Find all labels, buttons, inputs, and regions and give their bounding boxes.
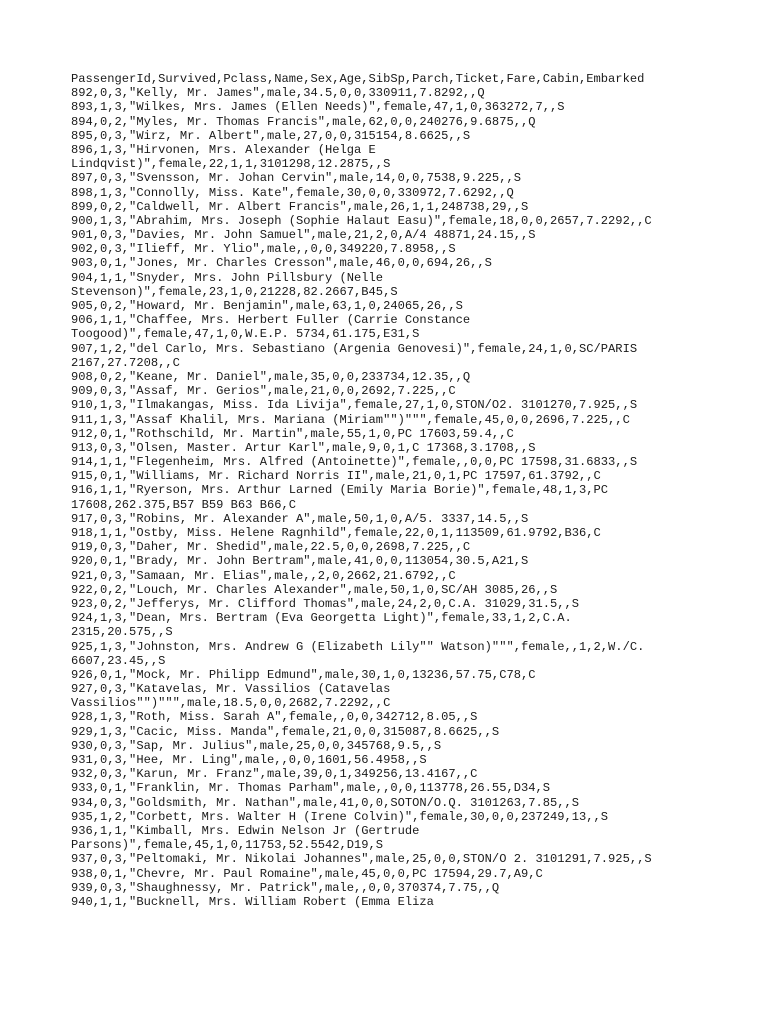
csv-line: 938,0,1,"Chevre, Mr. Paul Romaine",male,45,0,0,PC 17594,29.7,A9,C	[71, 866, 543, 881]
csv-line: 901,0,3,"Davies, Mr. John Samuel",male,21,2,0,A/4 48871,24.15,,S	[71, 228, 536, 243]
csv-line: 904,1,1,"Snyder, Mrs. John Pillsbury (Nelle	[71, 270, 384, 285]
csv-line: 893,1,3,"Wilkes, Mrs. James (Ellen Needs)",female,47,1,0,363272,7,,S	[71, 100, 565, 115]
csv-line: 933,0,1,"Franklin, Mr. Thomas Parham",male,,0,0,113778,26.55,D34,S	[71, 781, 550, 796]
csv-line: 924,1,3,"Dean, Mrs. Bertram (Eva Georgetta Light)",female,33,1,2,C.A.	[71, 611, 572, 626]
csv-line: 911,1,3,"Assaf Khalil, Mrs. Mariana (Miriam"")""",female,45,0,0,2696,7.225,,C	[71, 412, 630, 427]
csv-line: 2315,20.575,,S	[71, 625, 173, 640]
csv-line: 939,0,3,"Shaughnessy, Mr. Patrick",male,,0,0,370374,7.75,,Q	[71, 880, 500, 895]
csv-line: 908,0,2,"Keane, Mr. Daniel",male,35,0,0,233734,12.35,,Q	[71, 369, 471, 384]
csv-line	[71, 923, 761, 937]
csv-line: 900,1,3,"Abrahim, Mrs. Joseph (Sophie Halaut Easu)",female,18,0,0,2657,7.2292,,C	[71, 213, 652, 228]
csv-line: 922,0,2,"Louch, Mr. Charles Alexander",male,50,1,0,SC/AH 3085,26,,S	[71, 582, 558, 597]
csv-document	[71, 72, 761, 937]
csv-line: 923,0,2,"Jefferys, Mr. Clifford Thomas",male,24,2,0,C.A. 31029,31.5,,S	[71, 596, 580, 611]
csv-line: 926,0,1,"Mock, Mr. Philipp Edmund",male,30,1,0,13236,57.75,C78,C	[71, 667, 536, 682]
csv-line: 919,0,3,"Daher, Mr. Shedid",male,22.5,0,0,2698,7.225,,C	[71, 540, 471, 555]
csv-line: 937,0,3,"Peltomaki, Mr. Nikolai Johannes",male,25,0,0,STON/O 2. 3101291,7.925,,S	[71, 852, 652, 867]
csv-line: Toogood)",female,47,1,0,W.E.P. 5734,61.175,E31,S	[71, 327, 420, 342]
csv-line: 935,1,2,"Corbett, Mrs. Walter H (Irene Colvin)",female,30,0,0,237249,13,,S	[71, 809, 609, 824]
csv-line: 909,0,3,"Assaf, Mr. Gerios",male,21,0,0,2692,7.225,,C	[71, 384, 456, 399]
csv-header-line: PassengerId,Survived,Pclass,Name,Sex,Age,SibSp,Parch,Ticket,Fare,Cabin,Embarked	[71, 72, 645, 86]
csv-line: 936,1,1,"Kimball, Mrs. Edwin Nelson Jr (Gertrude	[71, 823, 420, 838]
csv-line	[71, 909, 761, 923]
csv-line: 921,0,3,"Samaan, Mr. Elias",male,,2,0,2662,21.6792,,C	[71, 568, 456, 583]
csv-line: 910,1,3,"Ilmakangas, Miss. Ida Livija",female,27,1,0,STON/O2. 3101270,7.925,,S	[71, 398, 638, 413]
csv-line: 6607,23.45,,S	[71, 653, 166, 668]
csv-line: 896,1,3,"Hirvonen, Mrs. Alexander (Helga E	[71, 142, 376, 157]
csv-line: 914,1,1,"Flegenheim, Mrs. Alfred (Antoinette)",female,,0,0,PC 17598,31.6833,,S	[71, 455, 638, 470]
csv-line: 907,1,2,"del Carlo, Mrs. Sebastiano (Argenia Genovesi)",female,24,1,0,SC/PARIS	[71, 341, 638, 356]
csv-line: 2167,27.7208,,C	[71, 355, 180, 370]
csv-line: 934,0,3,"Goldsmith, Mr. Nathan",male,41,0,0,SOTON/O.Q. 3101263,7.85,,S	[71, 795, 580, 810]
csv-line: 912,0,1,"Rothschild, Mr. Martin",male,55,1,0,PC 17603,59.4,,C	[71, 426, 514, 441]
csv-line: 916,1,1,"Ryerson, Mrs. Arthur Larned (Emily Maria Borie)",female,48,1,3,PC	[71, 483, 609, 498]
csv-line: 920,0,1,"Brady, Mr. John Bertram",male,41,0,0,113054,30.5,A21,S	[71, 554, 529, 569]
csv-line: 925,1,3,"Johnston, Mrs. Andrew G (Elizabeth Lily"" Watson)""",female,,1,2,W./C.	[71, 639, 645, 654]
csv-line: 930,0,3,"Sap, Mr. Julius",male,25,0,0,345768,9.5,,S	[71, 738, 442, 753]
csv-line: Vassilios"")""",male,18.5,0,0,2682,7.2292,,C	[71, 696, 391, 711]
csv-line: 903,0,1,"Jones, Mr. Charles Cresson",male,46,0,0,694,26,,S	[71, 256, 492, 271]
csv-line: 17608,262.375,B57 B59 B63 B66,C	[71, 497, 296, 512]
csv-line: 906,1,1,"Chaffee, Mrs. Herbert Fuller (Carrie Constance	[71, 313, 471, 328]
csv-line: 902,0,3,"Ilieff, Mr. Ylio",male,,0,0,349220,7.8958,,S	[71, 242, 456, 257]
csv-line: 927,0,3,"Katavelas, Mr. Vassilios (Catavelas	[71, 682, 391, 697]
csv-line: 895,0,3,"Wirz, Mr. Albert",male,27,0,0,315154,8.6625,,S	[71, 128, 471, 143]
csv-line: Stevenson)",female,23,1,0,21228,82.2667,B45,S	[71, 284, 398, 299]
csv-line: Lindqvist)",female,22,1,1,3101298,12.2875,,S	[71, 157, 391, 172]
csv-line: 940,1,1,"Bucknell, Mrs. William Robert (Emma Eliza	[71, 894, 434, 909]
csv-line: 928,1,3,"Roth, Miss. Sarah A",female,,0,0,342712,8.05,,S	[71, 710, 478, 725]
csv-line: 894,0,2,"Myles, Mr. Thomas Francis",male,62,0,0,240276,9.6875,,Q	[71, 114, 536, 129]
csv-line: 932,0,3,"Karun, Mr. Franz",male,39,0,1,349256,13.4167,,C	[71, 767, 478, 782]
csv-line: 897,0,3,"Svensson, Mr. Johan Cervin",male,14,0,0,7538,9.225,,S	[71, 171, 521, 186]
csv-line: Parsons)",female,45,1,0,11753,52.5542,D19,S	[71, 838, 384, 853]
csv-line: 899,0,2,"Caldwell, Mr. Albert Francis",male,26,1,1,248738,29,,S	[71, 199, 529, 214]
csv-line: 898,1,3,"Connolly, Miss. Kate",female,30,0,0,330972,7.6292,,Q	[71, 185, 514, 200]
csv-line: 892,0,3,"Kelly, Mr. James",male,34.5,0,0,330911,7.8292,,Q	[71, 86, 485, 101]
csv-line: 931,0,3,"Hee, Mr. Ling",male,,0,0,1601,56.4958,,S	[71, 753, 427, 767]
csv-line: 915,0,1,"Williams, Mr. Richard Norris II",male,21,0,1,PC 17597,61.3792,,C	[71, 469, 601, 484]
csv-line: 918,1,1,"Ostby, Miss. Helene Ragnhild",female,22,0,1,113509,61.9792,B36,C	[71, 526, 601, 540]
csv-line: 917,0,3,"Robins, Mr. Alexander A",male,50,1,0,A/5. 3337,14.5,,S	[71, 511, 529, 526]
csv-line: 913,0,3,"Olsen, Master. Artur Karl",male,9,0,1,C 17368,3.1708,,S	[71, 440, 536, 455]
csv-line: 905,0,2,"Howard, Mr. Benjamin",male,63,1,0,24065,26,,S	[71, 299, 463, 313]
csv-line: 929,1,3,"Cacic, Miss. Manda",female,21,0,0,315087,8.6625,,S	[71, 724, 500, 739]
